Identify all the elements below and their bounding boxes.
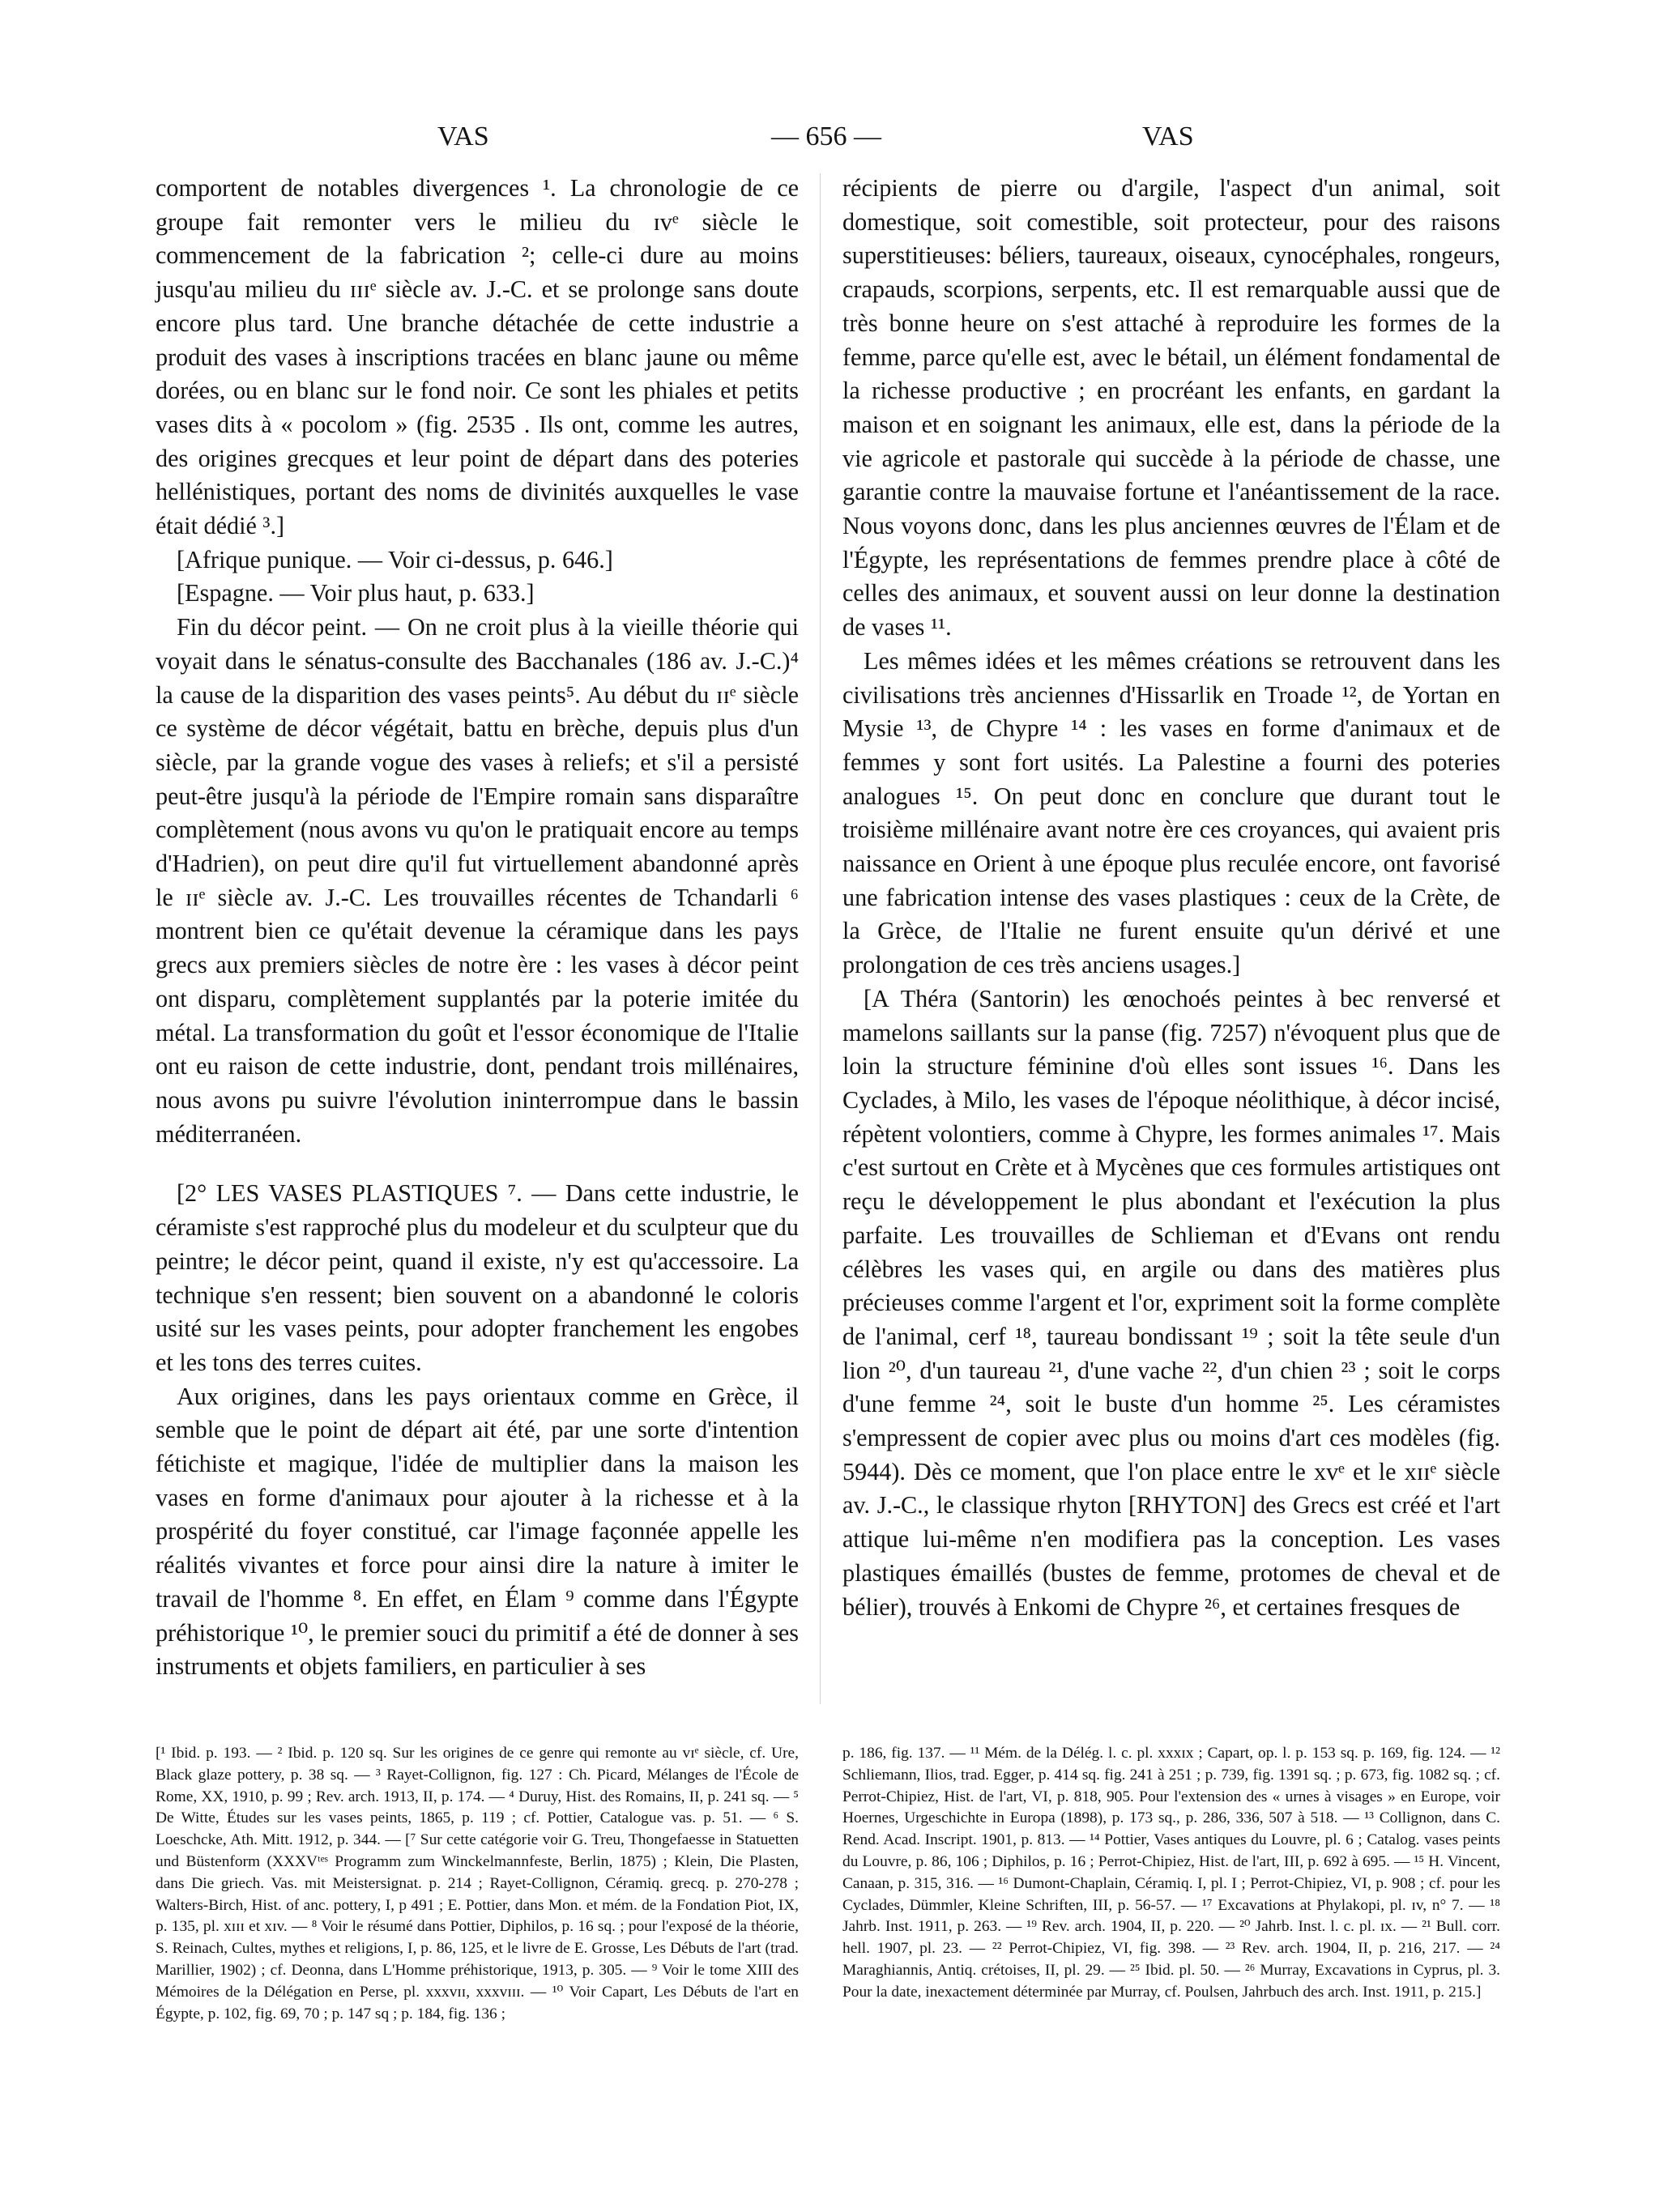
paragraph: comportent de notables divergences ¹. La chronologie de ce groupe fait remonter vers le milieu du ɪvᵉ siècle le commencement de la fabrication ²; celle-ci dure au moins jusqu'au milieu du ɪɪɪᵉ siècle av. J.-C. et se prolonge sans doute encore plus tard. Une branche détachée de cette industrie a produit des vases à inscriptions tracées en blanc jaune ou même dorées, ou en blanc sur le fond noir. Ce sont les phiales et petits vases dits à « pocolom » (fig. 2535 . Ils ont, comme les autres, des origines grecques et leur point de départ dans des poteries hellénistiques, portant des noms de divinités auxquelles le vase était dédié ³.] bbox=[156, 174, 799, 540]
paragraph: récipients de pierre ou d'argile, l'aspect d'un animal, soit domestique, soit comestible, soit protecteur, pour des raisons superstitieuses: béliers, taureaux, oiseaux, cynocéphales, rongeurs, crapauds, scorpions, serpents, etc. Il est remarquable aussi que de très bonne heure on s'est attaché à reproduire les formes de la femme, parce qu'elle est, avec le bétail, un élément fondamental de la richesse productive ; en procréant les enfants, en gardant la maison et en soignant les animaux, elle est, dans la période de la vie agricole et pastorale qui succède à la période de chasse, une garantie contre la mauvaise fortune et l'anéantissement de la race. Nous voyons donc, dans les plus anciennes œuvres de l'Élam et de l'Égypte, les représentations de femmes prendre place à côté de celles des animaux, et souvent aussi on leur donne la destination de vases ¹¹. bbox=[842, 174, 1500, 641]
paragraph: [A Théra (Santorin) les œnochoés peintes à bec renversé et mamelons saillants sur la panse (fig. 7257) n'évoquent plus que de loin la structure féminine d'où elles sont issues ¹⁶. Dans les Cyclades, à Milo, les vases de l'époque néolithique, à décor incisé, répètent volontiers, comme à Chypre, les formes animales ¹⁷. Mais c'est surtout en Crète et à Mycènes que ces formules artistiques ont reçu le développement le plus abondant et l'exécution la plus parfaite. Les trouvailles de Schlieman et d'Evans ont rendu célèbres les vases qui, en argile ou dans des matières plus précieuses comme l'argent et l'or, expriment soit la forme complète de l'animal, cerf ¹⁸, taureau bondissant ¹⁹ ; soit la tête seule d'un lion ²⁰, d'un taureau ²¹, d'une vache ²², d'un chien ²³ ; soit le corps d'une femme ²⁴, soit le buste d'un homme ²⁵. Les céramistes s'empressent de copier avec plus ou moins d'art ces modèles (fig. 5944). Dès ce moment, que l'on place entre le xvᵉ et le xɪɪᵉ siècle av. J.-C., le classique rhyton [RHYTON] des Grecs est créé et l'art attique lui-même n'en modifiera pas la conception. Les vases plastiques émaillés (bustes de femme, protomes de cheval et de bélier), trouvés à Enkomi de Chypre ²⁶, et certaines fresques de bbox=[842, 984, 1500, 1621]
column-divider bbox=[820, 173, 821, 1704]
paragraph: Les mêmes idées et les mêmes créations se retrouvent dans les civilisations très anciennes d'Hissarlik en Troade ¹², de Yortan en Mysie ¹³, de Chypre ¹⁴ : les vases en forme d'animaux et de femmes y sont fort usités. La Palestine a fourni des poteries analogues ¹⁵. On peut donc en conclure que durant tout le troisième millénaire avant notre ère ces croyances, qui avaient pris naissance en Orient à une époque plus reculée encore, ont favorisé une fabrication intense des vases plastiques : ceux de la Crète, de la Grèce, de l'Italie ne furent ensuite qu'un dérivé et une prolongation de ces très anciens usages.] bbox=[842, 646, 1500, 979]
right-column bbox=[842, 172, 1500, 1624]
left-column bbox=[156, 172, 799, 1684]
page-number: — 656 — bbox=[771, 121, 881, 151]
paragraph: Aux origines, dans les pays orientaux comme en Grèce, il semble que le point de départ ait été, par une sorte d'intention fétichiste et magique, l'idée de multiplier dans la maison les vases en forme d'animaux pour ajouter à la richesse et à la prospérité du foyer constitué, car l'image façonnée appelle les réalités vivantes et force pour ainsi dire la nature à imiter le travail de l'homme ⁸. En effet, en Élam ⁹ comme dans l'Égypte préhistorique ¹⁰, le premier souci du primitif a été de donner à ses instruments et objets familiers, en particulier à ses bbox=[156, 1382, 799, 1681]
header-left-title: VAS bbox=[437, 121, 489, 151]
header-right-title: VAS bbox=[1142, 121, 1194, 151]
section-heading-paragraph: [2° LES VASES PLASTIQUES ⁷. — Dans cette industrie, le céramiste s'est rapproché plus du modeleur et du sculpteur que du peintre; le décor peint, quand il existe, n'y est qu'accessoire. La technique s'en ressent; bien souvent on a abandonné le coloris usité sur les vases peints, pour adopter franchement les engobes et les tons des terres cuites. bbox=[156, 1179, 799, 1376]
footnotes-right bbox=[842, 1743, 1500, 2004]
running-header bbox=[0, 121, 1659, 170]
footnotes-left bbox=[156, 1743, 799, 2025]
paragraph: Fin du décor peint. — On ne croit plus à la vieille théorie qui voyait dans le sénatus-consulte des Bacchanales (186 av. J.-C.)⁴ la cause de la disparition des vases peints⁵. Au début du ɪɪᵉ siècle ce système de décor végétait, battu en brèche, depuis plus d'un siècle, par la grande vogue des vases à reliefs; et s'il a persisté peut-être jusqu'à la période de l'Empire romain sans disparaître complètement (nous avons vu qu'on le pratiquait encore au temps d'Hadrien), on peut dire qu'il fut virtuellement abandonné après le ɪɪᵉ siècle av. J.-C. Les trouvailles récentes de Tchandarli ⁶ montrent bien ce qu'était devenue la céramique dans les pays grecs aux premiers siècles de notre ère : les vases à décor peint ont disparu, complètement supplantés par la poterie imitée du métal. La transformation du goût et l'essor économique de l'Italie ont eu raison de cette industrie, dont, pendant trois millénaires, nous avons pu suivre l'évolution ininterrompue dans le bassin méditerranéen. bbox=[156, 613, 799, 1148]
footnote-text: [¹ Ibid. p. 193. — ² Ibid. p. 120 sq. Sur les origines de ce genre qui remonte au vɪᵉ siècle, cf. Ure, Black glaze pottery, p. 38 sq. — ³ Rayet-Collignon, fig. 127 : Ch. Picard, Mélanges de l'École de Rome, XX, 1910, p. 99 ; Rev. arch. 1913, II, p. 174. — ⁴ Duruy, Hist. des Romains, II, p. 241 sq. — ⁵ De Witte, Études sur les vases peints, 1865, p. 119 ; cf. Pottier, Catalogue vas. p. 51. — ⁶ S. Loeschcke, Ath. Mitt. 1912, p. 344. — [⁷ Sur cette catégorie voir G. Treu, Thongefaesse in Statuetten und Büstenform (XXXVᵗᵉˢ Programm zum Winckelmannfeste, Berlin, 1875) ; Klein, Die Plasten, dans Die griech. Vas. mit Meistersignat. p. 214 ; Rayet-Collignon, Céramiq. grecq. p. 270-278 ; Walters-Birch, Hist. of anc. pottery, I, p 491 ; E. Pottier, dans Mon. et mém. de la Fondation Piot, IX, p. 135, pl. xɪɪɪ et xɪv. — ⁸ Voir le résumé dans Pottier, Diphilos, p. 16 sq. ; pour l'exposé de la théorie, S. Reinach, Cultes, mythes et religions, I, p. 86, 125, et le livre de E. Grosse, Les Débuts de l'art (trad. Marillier, 1902) ; cf. Deonna, dans L'Homme préhistorique, 1913, p. 305. — ⁹ Voir le tome XIII des Mémoires de la Délégation en Perse, pl. xxxvɪɪ, xxxvɪɪɪ. — ¹⁰ Voir Capart, Les Débuts de l'art en Égypte, p. 102, fig. 69, 70 ; p. 147 sq ; p. 184, fig. 136 ; bbox=[156, 1745, 799, 2022]
footnote-text: p. 186, fig. 137. — ¹¹ Mém. de la Délég. l. c. pl. xxxɪx ; Capart, op. l. p. 153 sq. p. 169, fig. 124. — ¹² Schliemann, Ilios, trad. Egger, p. 414 sq. fig. 241 à 251 ; p. 739, fig. 1391 sq. ; p. 673, fig. 1082 sq. ; cf. Perrot-Chipiez, Hist. de l'art, VI, p. 818, 905. Pour l'extension des « urnes à visages » en Europe, voir Hoernes, Urgeschichte in Europa (1898), p. 173 sq., p. 286, 336, 507 à 518. — ¹³ Collignon, dans C. Rend. Acad. Inscript. 1901, p. 813. — ¹⁴ Pottier, Vases antiques du Louvre, pl. 6 ; Catalog. vases peints du Louvre, p. 86, 106 ; Diphilos, p. 16 ; Perrot-Chipiez, Hist. de l'art, III, p. 692 à 695. — ¹⁵ H. Vincent, Canaan, p. 315, 316. — ¹⁶ Dumont-Chaplain, Céramiq. I, pl. I ; Perrot-Chipiez, VI, p. 908 ; cf. pour les Cyclades, Dümmler, Kleine Schriften, III, p. 56-57. — ¹⁷ Excavations at Phylakopi, pl. ɪv, n° 7. — ¹⁸ Jahrb. Inst. 1911, p. 263. — ¹⁹ Rev. arch. 1904, II, p. 220. — ²⁰ Jahrb. Inst. l. c. pl. ɪx. — ²¹ Bull. corr. hell. 1907, pl. 23. — ²² Perrot-Chipiez, VI, fig. 398. — ²³ Rev. arch. 1904, II, p. 216, 217. — ²⁴ Maraghiannis, Antiq. crétoises, II, pl. 29. — ²⁵ Ibid. pl. 50. — ²⁶ Murray, Excavations in Cyprus, pl. 3. Pour la date, inexactement déterminée par Murray, cf. Poulsen, Jahrbuch des arch. Inst. 1911, p. 215.] bbox=[842, 1745, 1500, 2001]
paragraph: [Afrique punique. — Voir ci-dessus, p. 646.] bbox=[177, 545, 613, 573]
paragraph: [Espagne. — Voir plus haut, p. 633.] bbox=[177, 579, 535, 607]
